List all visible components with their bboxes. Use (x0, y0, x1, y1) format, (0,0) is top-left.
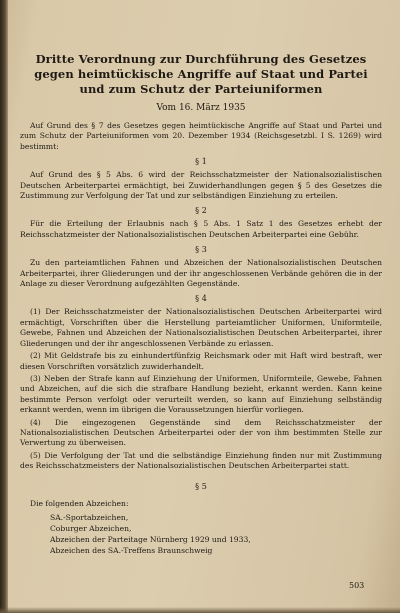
section-paragraph: (5) Die Verfolgung der Tat und die selbständige Einziehung finden nur mit Zustimmung des Reichsschatzmeisters der Nationalsozialistischen Deutschen Arbeiterpartei statt. (20, 450, 382, 471)
section-heading: § 1 (195, 157, 207, 167)
section-heading: § 5 (195, 481, 207, 491)
section-intro: Die folgenden Abzeichen: (30, 498, 129, 508)
list-item: Abzeichen des SA.-Treffens Braunschweig (50, 545, 213, 555)
document-title: Dritte Verordnung zur Durchführung des Gesetzes gegen heimtückische Angriffe auf Staat und Partei und zum Schutz der Parteiuniformen (34, 52, 368, 96)
section-heading: § 3 (195, 245, 207, 255)
document-body (20, 52, 382, 557)
section-paragraph: Für die Erteilung der Erlaubnis nach § 5 Abs. 1 Satz 1 des Gesetzes erhebt der Reichsschatzmeister der Nationalsozialistischen Deutschen Arbeiterpartei eine Gebühr. (20, 219, 382, 239)
list-item: SA.-Sportabzeichen, (50, 513, 129, 523)
section-heading: § 4 (195, 294, 207, 304)
page-bottom-edge (0, 607, 400, 613)
section-paragraph: (4) Die eingezogenen Gegenstände sind dem Reichsschatzmeister der Nationalsozialistischen Deutschen Arbeiterpartei oder der von ihm bestimmten Stelle zur Verwertung zu überweisen. (20, 417, 382, 448)
section-paragraph: Auf Grund des § 5 Abs. 6 wird der Reichsschatzmeister der Nationalsozialistischen Deutschen Arbeiterpartei ermächtigt, bei Zuwiderhandlungen gegen § 5 des Gesetzes die Zustimmung zur Verfolgung der Tat und zur selbständigen Einziehung zu erteilen. (20, 170, 382, 201)
list-item: Coburger Abzeichen, (50, 524, 132, 534)
document-date: Vom 16. März 1935 (156, 103, 246, 113)
section-paragraph: (3) Neben der Strafe kann auf Einziehung der Uniformen, Uniformteile, Gewebe, Fahnen und Abzeichen, auf die sich die strafbare Handlung bezieht, erkannt werden. Kann keine bestimmte Person verfolgt oder verurteilt werden, so kann auf Einziehung selbständig erkannt werden, wenn im übrigen die Voraussetzungen hierfür vorliegen. (20, 373, 382, 415)
list-item: Abzeichen der Parteitage Nürnberg 1929 und 1933, (50, 534, 251, 544)
section-heading: § 2 (195, 206, 207, 216)
section-paragraph: (2) Mit Geldstrafe bis zu einhundertfünfzig Reichsmark oder mit Haft wird bestraft, wer diesen Vorschriften vorsätzlich zuwiderhandelt. (20, 351, 382, 371)
page-number: 503 (349, 581, 365, 590)
badge-list (20, 513, 382, 556)
section-paragraph: (1) Der Reichsschatzmeister der Nationalsozialistischen Deutschen Arbeiterpartei wird ermächtigt, Vorschriften über die Herstellung parteiamtlicher Uniformen, Uniformteile, Gewebe, Fahnen und Abzeichen der Nationalsozialistischen Deutschen Arbeiterpartei, ihrer Gliederungen und der ihr angeschlossenen Verbände zu erlassen. (20, 307, 382, 348)
preamble: Auf Grund des § 7 des Gesetzes gegen heimtückische Angriffe auf Staat und Partei und zum Schutz der Parteiuniformen vom 20. Dezember 1934 (Reichsgesetzbl. I S. 1269) wird bestimmt: (20, 121, 382, 151)
section-paragraph: Zu den parteiamtlichen Fahnen und Abzeichen der Nationalsozialistischen Deutschen Arbeiterpartei, ihrer Gliederungen und der ihr angeschlossenen Verbände gehören die in der Anlage zu dieser Verordnung aufgezählten Gegenstände. (20, 258, 382, 289)
book-gutter (0, 0, 8, 613)
